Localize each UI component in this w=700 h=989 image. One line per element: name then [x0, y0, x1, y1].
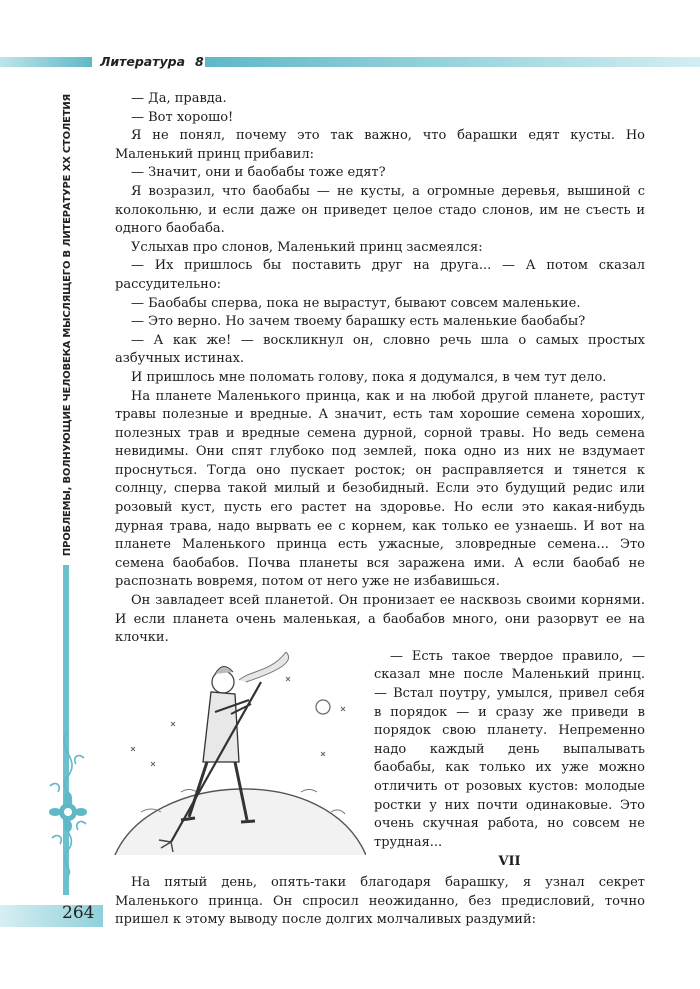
- header-bar-left: [0, 57, 92, 67]
- paragraph: Услыхав про слонов, Маленький принц засмеялся:: [131, 239, 483, 255]
- paragraph: Я возразил, что баобабы — не кусты, а огромные деревья, вышиной с колокольню, и если даже он приведет целое стадо слонов, им не съесть и одного баобаба.: [115, 183, 645, 237]
- paragraph: Я не понял, почему это так важно, что барашки едят кусты. Но Маленький принц прибавил:: [115, 128, 645, 162]
- header-bar-right: [205, 57, 700, 67]
- paragraph: — Их пришлось бы поставить друг на друга... — А потом сказал рассудительно:: [115, 258, 645, 292]
- header-subject: Литература: [100, 54, 186, 69]
- paragraph: — Значит, они и баобабы тоже едят?: [131, 165, 386, 181]
- vertical-section-title-text: ПРОБЛЕМЫ, ВОЛНУЮЩИЕ ЧЕЛОВЕКА МЫСЛЯЩЕГО В ЛИТЕРАТУРЕ XX СТОЛЕТИЯ: [62, 93, 73, 557]
- vertical-section-title: [59, 90, 76, 560]
- paragraph: — Это верно. Но зачем твоему барашку есть маленькие баобабы?: [131, 314, 586, 330]
- paragraph: На планете Маленького принца, как и на любой другой планете, растут травы полезные и вредные. А значит, есть там хорошие семена хороших, полезных трав и вредные семена дурной, сорной травы. Но ведь семена невидимы. Они спят глубоко под землей, пока одно из них не вздумает проснуться. Тогда оно пускает росток; он расправляется и тянется к солнцу, сперва такой милый и безобидный. Если это будущий редис или розовый куст, пусть его растет на здоровье. Но если это какая-нибудь дурная трава, надо вырвать ее с корнем, как только ее узнаешь. И вот на планете Маленького принца есть ужасные, зловредные семена... Это семена баобабов. Почва планеты вся заражена ими. А если баобаб не распознать вовремя, потом от него уже не избавишься.: [115, 388, 645, 590]
- running-header: [100, 54, 204, 69]
- header-grade: 8: [195, 54, 204, 69]
- chapter-heading: VII: [498, 854, 521, 870]
- paragraph: На пятый день, опять-таки благодаря барашку, я узнал секрет Маленького принца. Он спросил неожиданно, без предисловий, точно пришел к этому выводу после долгих молчаливых раздумий:: [115, 874, 645, 928]
- floral-ornament-icon: [44, 728, 92, 878]
- paragraph: — Да, правда.: [131, 91, 227, 106]
- float-paragraph: — Есть такое твердое правило, — сказал мне после Маленький принц. — Встал поутру, умылся, привел себя в порядок — и сразу же приведи в порядок свою планету. Непременно надо каждый день выпалывать баобабы, как только их уже можно отличить от розовых кустов: молодые ростки у них почти одинаковые. Это очень скучная работа, но совсем не трудная...: [374, 648, 645, 850]
- paragraph: И пришлось мне поломать голову, пока я додумался, в чем тут дело.: [131, 369, 607, 385]
- paragraph: — Баобабы сперва, пока не вырастут, бывают совсем маленькие.: [131, 295, 581, 311]
- paragraph: Он завладеет всей планетой. Он пронизает ее насквозь своими корнями. И если планета очень маленькая, а баобабов много, они разорвут ее на клочки.: [115, 593, 645, 646]
- page-number: 264: [62, 903, 95, 923]
- little-prince-illustration-icon: [111, 652, 366, 855]
- paragraph: — Вот хорошо!: [131, 109, 234, 125]
- paragraph: — А как же! — воскликнул он, словно речь шла о самых простых азбучных истинах.: [115, 332, 645, 367]
- main-text: [115, 90, 645, 930]
